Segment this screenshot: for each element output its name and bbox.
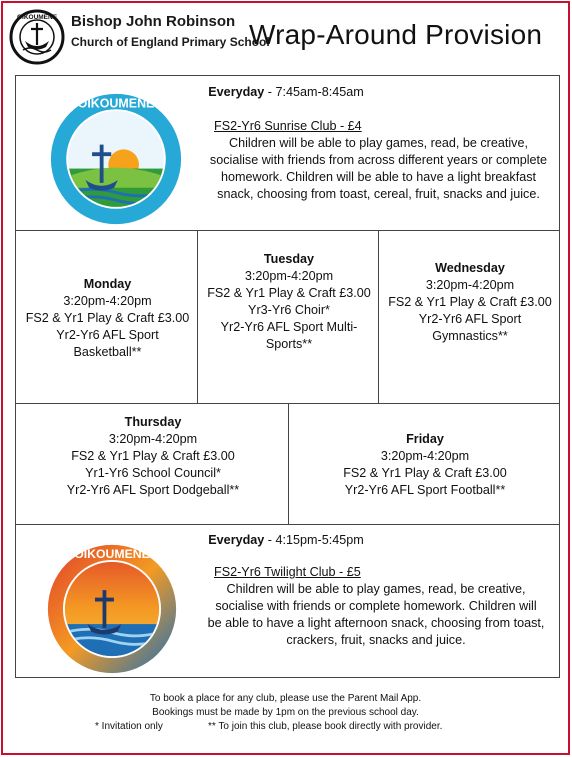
thursday-box (15, 403, 289, 525)
twilight-logo-text: OIKOUMENE (74, 547, 150, 562)
sunrise-desc-line: Children will be able to play games, read, be creative, (229, 136, 528, 150)
monday-line: FS2 & Yr1 Play & Craft £3.00 (25, 311, 190, 325)
tuesday-line: 3:20pm-4:20pm (244, 269, 334, 283)
tuesday-line: FS2 & Yr1 Play & Craft £3.00 (207, 286, 371, 300)
sunrise-desc-line: snack, choosing from toast, cereal, fruit, snacks and juice. (217, 187, 540, 201)
sunrise-club-box (15, 75, 560, 231)
twilight-desc-line: socialise with friends or complete homework. Children will (215, 599, 537, 613)
thursday-line: Yr2-Yr6 AFL Sport Dodgeball** (66, 483, 240, 497)
twilight-club-box (15, 524, 560, 678)
tuesday-line: Yr3-Yr6 Choir* (248, 303, 330, 317)
monday-line: 3:20pm-4:20pm (63, 294, 152, 308)
sunrise-logo-text: OIKOUMENE (77, 96, 155, 111)
monday-box (15, 230, 198, 404)
tuesday-line: Yr2-Yr6 AFL Sport Multi- (220, 320, 358, 334)
wednesday-line: Yr2-Yr6 AFL Sport (418, 312, 522, 326)
sunrise-when (176, 84, 396, 101)
twilight-desc-line: crackers, fruit, snacks and juice. (286, 633, 466, 647)
twilight-desc (196, 581, 556, 649)
footer-line-1: To book a place for any club, please use the Parent Mail App. (149, 693, 422, 704)
tuesday-title: Tuesday (263, 252, 315, 266)
wednesday-title: Wednesday (435, 261, 505, 275)
twilight-club-title: FS2-Yr6 Twilight Club - £5 (214, 565, 361, 579)
wednesday-line: Gymnastics** (432, 329, 508, 343)
header (3, 3, 568, 71)
sunrise-desc-line: socialise with friends from across different years or complete (209, 153, 548, 167)
monday-title: Monday (83, 277, 132, 291)
friday-title: Friday (406, 432, 444, 446)
friday-box (288, 403, 560, 525)
thursday-line: Yr1-Yr6 School Council* (85, 466, 221, 480)
tuesday-box (197, 230, 379, 404)
friday-line: 3:20pm-4:20pm (380, 449, 470, 463)
footer-line-2: Bookings must be made by 1pm on the previous school day. (152, 707, 419, 718)
tuesday-line: Sports** (265, 337, 313, 351)
flyer-page (1, 1, 570, 755)
friday-line: Yr2-Yr6 AFL Sport Football** (344, 483, 506, 497)
sunrise-desc (201, 135, 556, 203)
school-subtitle: Church of England Primary School (71, 35, 270, 49)
wednesday-box (378, 230, 560, 404)
twilight-when (176, 532, 396, 549)
footnote-book-provider: ** To join this club, please book directly with provider. (208, 721, 443, 732)
wednesday-line: FS2 & Yr1 Play & Craft £3.00 (388, 295, 552, 309)
twilight-desc-line: be able to have a light afternoon snack, choosing from toast, (207, 616, 545, 630)
monday-line: Basketball** (73, 345, 142, 359)
monday-line: Yr2-Yr6 AFL Sport (56, 328, 159, 342)
school-name: Bishop John Robinson (71, 13, 236, 30)
twilight-logo-icon (46, 543, 178, 675)
thursday-title: Thursday (124, 415, 182, 429)
footnote-invitation: * Invitation only (95, 721, 163, 732)
friday-line: FS2 & Yr1 Play & Craft £3.00 (343, 466, 507, 480)
twilight-time: - 4:15pm-5:45pm (264, 533, 364, 547)
wednesday-line: 3:20pm-4:20pm (425, 278, 515, 292)
sunrise-logo-icon (49, 92, 183, 226)
thursday-line: 3:20pm-4:20pm (108, 432, 198, 446)
twilight-day: Everyday (208, 533, 265, 547)
sunrise-day: Everyday (208, 85, 265, 99)
school-logo (9, 9, 65, 65)
sunrise-time: - 7:45am-8:45am (264, 85, 364, 99)
sunrise-club-title: FS2-Yr6 Sunrise Club - £4 (214, 119, 362, 133)
thursday-line: FS2 & Yr1 Play & Craft £3.00 (71, 449, 235, 463)
twilight-desc-line: Children will be able to play games, read, be creative, (226, 582, 526, 596)
sunrise-desc-line: homework. Children will be able to have a light breakfast (220, 170, 536, 184)
page-title: Wrap-Around Provision (249, 19, 543, 50)
logo-text: OIKOUMENE (16, 14, 58, 21)
